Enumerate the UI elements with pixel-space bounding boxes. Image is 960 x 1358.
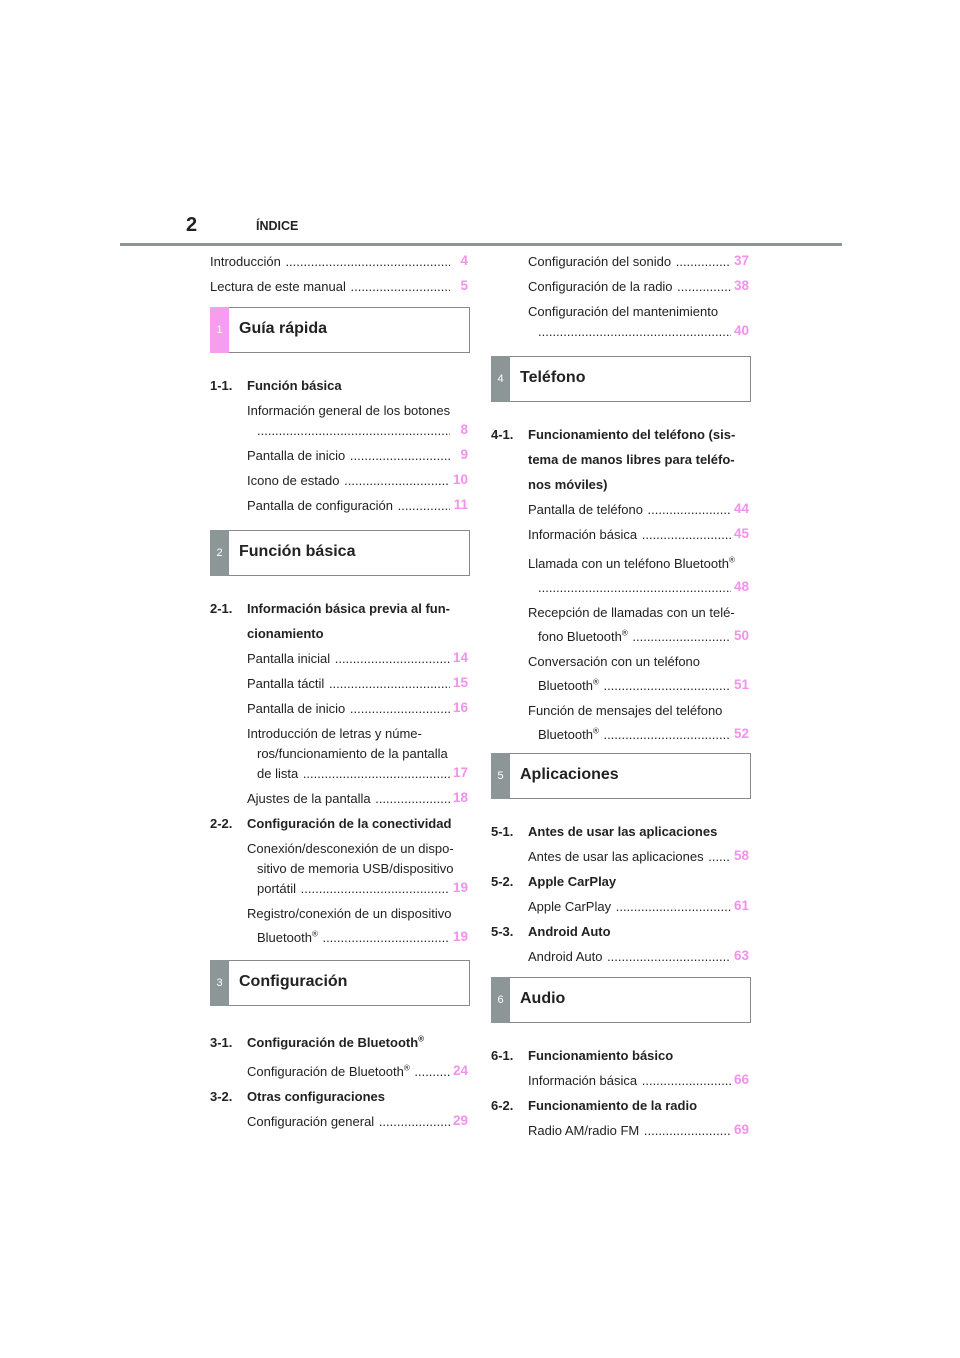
toc-entry-pantalla-inicio-2[interactable]: Pantalla de inicio ..... 16	[210, 700, 470, 725]
toc-entry-info-botones-page[interactable]	[210, 422, 470, 447]
page-link[interactable]: 37	[733, 253, 749, 268]
toc-entry-radio[interactable]: Configuración de la radio ..... 38	[491, 278, 751, 303]
toc-entry-introduccion[interactable]: Introducción ..... 4	[210, 253, 470, 278]
section-label: Teléfono	[520, 369, 586, 386]
toc-entry-icono-estado[interactable]: Icono de estado ..... 10	[210, 472, 470, 497]
toc-entry-mensajes-a: Función de mensajes del teléfono	[528, 703, 723, 718]
subsection-2-1: 2-1. Información básica previa al fun-	[210, 601, 450, 616]
section-5-header[interactable]	[491, 753, 751, 799]
page-link[interactable]: 5	[460, 278, 468, 293]
toc-entry-usb-b: sitivo de memoria USB/dispositivo	[257, 861, 454, 876]
page-link[interactable]: 24	[452, 1063, 468, 1078]
toc-entry-pantalla-inicio[interactable]: Pantalla de inicio ..... 9	[210, 447, 470, 472]
subsection-3-2: 3-2. Otras configuraciones	[210, 1089, 385, 1104]
toc-entry-letras-c[interactable]: de lista ..... 17	[210, 765, 470, 790]
toc-entry-mant-page[interactable]	[491, 323, 751, 348]
subsection-2-1-cont: cionamiento	[247, 626, 324, 641]
page-link[interactable]: 19	[452, 880, 468, 895]
page-link[interactable]: 48	[733, 579, 749, 594]
section-tab: 4	[491, 356, 510, 402]
toc-entry-recepcion-b[interactable]: fono Bluetooth® ..... 50	[491, 624, 751, 653]
subsection-3-1: 3-1. Configuración de Bluetooth®	[210, 1034, 425, 1050]
page-link[interactable]: 40	[733, 323, 749, 338]
section-2-header[interactable]	[210, 530, 470, 576]
section-3-header[interactable]	[210, 960, 470, 1006]
toc-entry-llamada-page[interactable]	[491, 579, 751, 604]
section-tab: 1	[210, 307, 229, 353]
toc-entry-radio-am-fm[interactable]: Radio AM/radio FM ..... 69	[491, 1122, 751, 1147]
page-link[interactable]: 50	[733, 628, 749, 643]
section-4-header[interactable]	[491, 356, 751, 402]
toc-entry-usb-a: Conexión/desconexión de un dispo-	[247, 841, 454, 856]
section-tab: 3	[210, 960, 229, 1006]
page-link[interactable]: 45	[733, 526, 749, 541]
page-link[interactable]: 18	[452, 790, 468, 805]
section-6-header[interactable]	[491, 977, 751, 1023]
subsection-2-2: 2-2. Configuración de la conectividad	[210, 816, 452, 831]
toc-right-column	[491, 253, 751, 1147]
page-title: ÍNDICE	[256, 219, 299, 233]
subsection-4-1-cont: tema de manos libres para teléfo-	[528, 452, 735, 467]
toc-entry-mant: Configuración del mantenimiento	[528, 304, 719, 319]
page-link[interactable]: 15	[452, 675, 468, 690]
toc-entry-carplay[interactable]: Apple CarPlay ..... 61	[491, 898, 751, 923]
subsection-6-1: 6-1. Funcionamiento básico	[491, 1048, 674, 1063]
section-1-header[interactable]	[210, 307, 470, 353]
page-link[interactable]: 61	[733, 898, 749, 913]
section-label: Aplicaciones	[520, 766, 619, 783]
page-link[interactable]: 38	[733, 278, 749, 293]
page-link[interactable]: 10	[452, 472, 468, 487]
toc-entry-sonido[interactable]: Configuración del sonido ..... 37	[491, 253, 751, 278]
section-label: Guía rápida	[239, 320, 328, 337]
page-link[interactable]: 11	[453, 497, 468, 512]
toc-entry-info-basica-audio[interactable]: Información básica ..... 66	[491, 1072, 751, 1097]
subsection-5-1: 5-1. Antes de usar las aplicaciones	[491, 824, 718, 839]
page-link[interactable]: 63	[733, 948, 749, 963]
page-link[interactable]: 52	[733, 726, 749, 741]
page-link[interactable]: 16	[452, 700, 468, 715]
toc-entry-mensajes-b[interactable]: Bluetooth® ..... 52	[491, 722, 751, 751]
section-tab: 2	[210, 530, 229, 576]
toc-entry-pantalla-telefono[interactable]: Pantalla de teléfono ..... 44	[491, 501, 751, 526]
toc-entry-android[interactable]: Android Auto ..... 63	[491, 948, 751, 973]
page-link[interactable]: 58	[733, 848, 749, 863]
subsection-4-1: 4-1. Funcionamiento del teléfono (sis-	[491, 427, 736, 442]
section-tab: 6	[491, 977, 510, 1023]
page-number: 2	[186, 214, 198, 236]
page-link[interactable]: 9	[460, 447, 468, 462]
toc-entry-config-bt[interactable]: Configuración de Bluetooth® ..... 24	[210, 1063, 470, 1088]
section-label: Audio	[520, 990, 566, 1007]
page-link[interactable]: 51	[733, 677, 749, 692]
toc-entry-info-botones: Información general de los botones	[247, 403, 451, 418]
toc-entry-usb-c[interactable]: portátil ..... 19	[210, 880, 470, 905]
page-link[interactable]: 66	[733, 1072, 749, 1087]
toc-entry-config-general[interactable]: Configuración general ..... 29	[210, 1113, 470, 1138]
toc-entry-bt-b[interactable]: Bluetooth® ..... 19	[210, 925, 470, 954]
subsection-4-1-cont-2: nos móviles)	[528, 477, 608, 492]
toc-entry-bt-a: Registro/conexión de un dispositivo	[247, 906, 452, 921]
toc-entry-conversacion-a: Conversación con un teléfono	[528, 654, 701, 669]
page-link[interactable]: 14	[452, 650, 468, 665]
toc-entry-pantalla-config[interactable]: Pantalla de configuración ..... 11	[210, 497, 470, 522]
toc-entry-antes-apps[interactable]: Antes de usar las aplicaciones ..... 58	[491, 848, 751, 873]
subsection-1-1: 1-1. Función básica	[210, 378, 342, 393]
page-link[interactable]: 69	[733, 1122, 749, 1137]
toc-entry-pantalla-inicial[interactable]: Pantalla inicial ..... 14	[210, 650, 470, 675]
page-link[interactable]: 19	[452, 929, 468, 944]
subsection-5-2: 5-2. Apple CarPlay	[491, 874, 617, 889]
section-label: Función básica	[239, 543, 356, 560]
toc-entry-letras-a: Introducción de letras y núme-	[247, 726, 422, 741]
page-link[interactable]: 29	[452, 1113, 468, 1128]
toc-left-column	[210, 253, 470, 1138]
toc-entry-info-basica-tel[interactable]: Información básica ..... 45	[491, 526, 751, 551]
toc-entry-lectura[interactable]: Lectura de este manual ..... 5	[210, 278, 470, 303]
subsection-6-2: 6-2. Funcionamiento de la radio	[491, 1098, 698, 1113]
section-label: Configuración	[239, 973, 348, 990]
page-link[interactable]: 8	[460, 422, 468, 437]
toc-entry-letras-b: ros/funcionamiento de la pantalla	[257, 746, 448, 761]
page-link[interactable]: 17	[452, 765, 468, 780]
toc-entry-llamada: Llamada con un teléfono Bluetooth®	[528, 555, 735, 571]
toc-entry-ajustes[interactable]: Ajustes de la pantalla ..... 18	[210, 790, 470, 815]
toc-entry-pantalla-tactil[interactable]: Pantalla táctil ..... 15	[210, 675, 470, 700]
section-tab: 5	[491, 753, 510, 799]
page-link[interactable]: 4	[460, 253, 468, 268]
subsection-5-3: 5-3. Android Auto	[491, 924, 611, 939]
toc-entry-conversacion-b[interactable]: Bluetooth® ..... 51	[491, 673, 751, 702]
page-link[interactable]: 44	[733, 501, 749, 516]
header-divider	[120, 243, 842, 246]
toc-entry-recepcion-a: Recepción de llamadas con un telé-	[528, 605, 735, 620]
